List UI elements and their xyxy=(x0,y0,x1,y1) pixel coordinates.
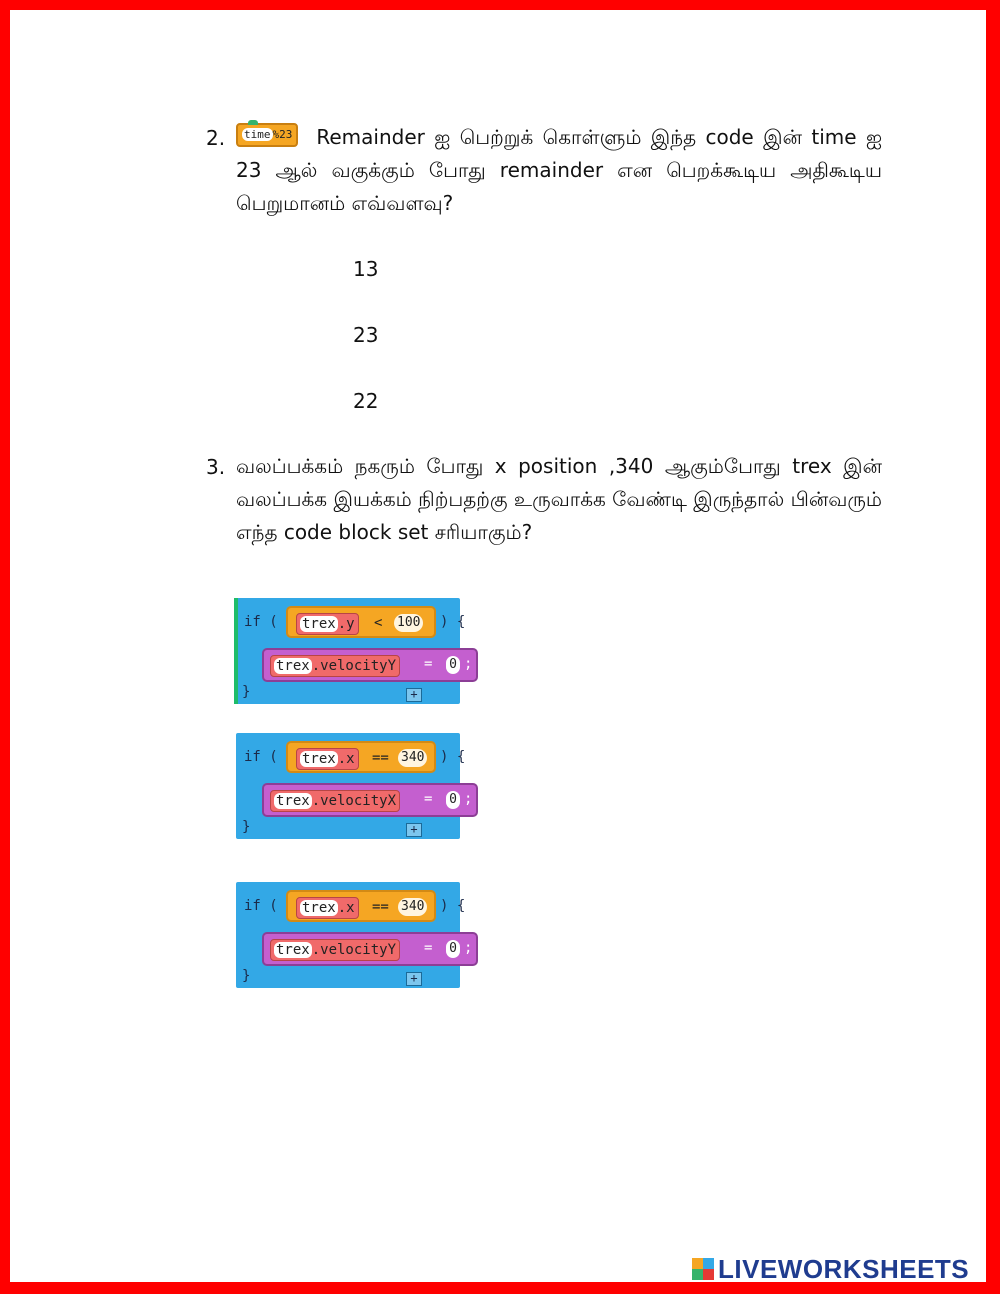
condition-variable xyxy=(296,613,359,635)
add-icon: + xyxy=(406,972,422,986)
property-token: .velocityX xyxy=(311,793,397,809)
comparison-value: 100 xyxy=(394,614,423,632)
question-2-body: Remainder ஐ பெற்றுக் கொள்ளும் இந்த code இன் time ஐ 23 ஆல் வகுக்கும் போது remainder என பெறக்கூடிய அதிகூடிய பெறுமானம் எவ்வளவு? xyxy=(236,125,882,215)
if-keyword: if ( xyxy=(244,898,278,914)
condition-block xyxy=(286,890,436,922)
comparison-operator: == xyxy=(372,899,389,915)
assign-operator: = xyxy=(424,791,433,807)
property-token: .y xyxy=(337,616,355,632)
property-token: .velocityY xyxy=(311,942,397,958)
comparison-value: 340 xyxy=(398,749,427,767)
close-brace: } xyxy=(242,819,251,835)
condition-block xyxy=(286,606,436,638)
condition-variable xyxy=(296,748,359,770)
code-block-option-3[interactable] xyxy=(236,882,476,988)
assignment-variable xyxy=(270,939,400,961)
object-token: trex xyxy=(276,793,310,809)
semicolon: ; xyxy=(464,656,473,672)
logo-text: LIVEWORKSHEETS xyxy=(718,1253,970,1284)
condition-variable xyxy=(296,897,359,919)
time-token: time xyxy=(244,127,271,141)
assignment-variable xyxy=(270,655,400,677)
question-2-option-1[interactable]: 13 xyxy=(353,257,379,281)
property-token: .x xyxy=(337,751,355,767)
question-2-number: 2. xyxy=(206,126,226,150)
close-brace: } xyxy=(242,684,251,700)
open-brace: ) { xyxy=(440,614,466,630)
object-token: trex xyxy=(302,900,336,916)
condition-block xyxy=(286,741,436,773)
block-left-bar xyxy=(234,598,238,704)
comparison-value: 340 xyxy=(398,898,427,916)
block-tab xyxy=(248,120,258,125)
question-2-option-2[interactable]: 23 xyxy=(353,323,379,347)
comparison-operator: == xyxy=(372,750,389,766)
time-mod-block xyxy=(236,123,298,147)
open-brace: ) { xyxy=(440,749,466,765)
assignment-block xyxy=(262,648,478,682)
assign-value: 0 xyxy=(446,791,460,809)
code-block-option-1[interactable] xyxy=(236,598,476,704)
assign-operator: = xyxy=(424,940,433,956)
mod-operator: % xyxy=(272,127,280,141)
assignment-variable xyxy=(270,790,400,812)
assign-value: 0 xyxy=(446,656,460,674)
if-keyword: if ( xyxy=(244,614,278,630)
add-icon: + xyxy=(406,688,422,702)
object-token: trex xyxy=(302,751,336,767)
assignment-block xyxy=(262,932,478,966)
logo-icon xyxy=(692,1258,714,1280)
object-token: trex xyxy=(276,658,310,674)
property-token: .velocityY xyxy=(311,658,397,674)
divisor-value: 23 xyxy=(279,127,293,141)
question-2-option-3[interactable]: 22 xyxy=(353,389,379,413)
assign-value: 0 xyxy=(446,940,460,958)
semicolon: ; xyxy=(464,940,473,956)
object-token: trex xyxy=(302,616,336,632)
close-brace: } xyxy=(242,968,251,984)
if-keyword: if ( xyxy=(244,749,278,765)
comparison-operator: < xyxy=(374,615,383,631)
code-block-option-2[interactable] xyxy=(236,733,476,839)
property-token: .x xyxy=(337,900,355,916)
assign-operator: = xyxy=(424,656,433,672)
question-3-number: 3. xyxy=(206,455,226,479)
question-3-text: வலப்பக்கம் நகரும் போது x position ,340 ஆகும்போது trex இன் வலப்பக்க இயக்கம் நிற்பதற்கு உருவாக்க வேண்டி இருந்தால் பின்வரும் எந்த code block set சரியாகும்? xyxy=(236,454,882,544)
add-icon: + xyxy=(406,823,422,837)
question-2-text xyxy=(236,121,882,220)
open-brace: ) { xyxy=(440,898,466,914)
assignment-block xyxy=(262,783,478,817)
liveworksheets-logo[interactable] xyxy=(692,1254,969,1284)
semicolon: ; xyxy=(464,791,473,807)
object-token: trex xyxy=(276,942,310,958)
